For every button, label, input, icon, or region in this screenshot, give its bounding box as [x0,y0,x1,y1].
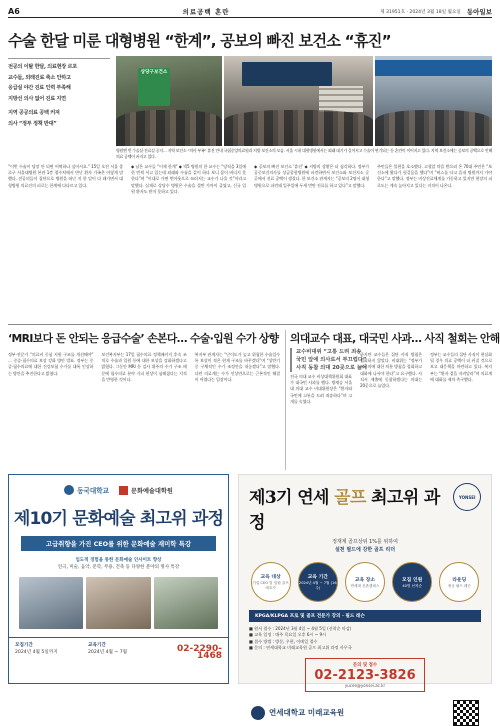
feature-circle: 라운딩 정규 필드 레슨 [439,562,479,602]
article-paragraph: 정부·전문가 “의료비 중심 지원 구조를 개선해야” … 중증·필수의료 보상 강화 방안 발표. 정부는 중증·필수의료에 대한 건강보험 수가를 대폭 인상하는 방안을 추진한다고 밝혔다. [8,352,94,376]
article-paragraph: 보건복지부는 17일 필수의료 정책패키지 후속 조치로 수술과 입원 등에 대한 보상을 강화하겠다고 밝혔다. 그동안 MRI 등 검사 위주의 수가 구조 때문에 필수의료 분야 기피 현상이 심해졌다는 지적을 반영한 것이다. [101,352,187,382]
lead-line: 지방선 의사 없어 진료 지연 [8,95,66,102]
photo-caption: 병원엔 빈 수술실·진료실 공지… 지역 보건소 “의사 부족” 휴진 안내 국립중앙의료원과 지방 보건소의 모습. 서울 시내 대형병원에서는 외래 대기가 길어지고 수술이 연기되는 등 혼란이 이어지고 있다. 지역 보건소에는 공보의 공백으로 인해 의료 공백이 커지고 있다. [116,148,493,159]
feature-circle: 교육 기간 2024년 4월 ~ 7월 (16주) [298,562,338,602]
university-name: 동국대학교 [64,485,109,495]
article-paragraph: 하지만 교수들은 집단 사직 방침은 철회하지 않았다. 비대위는 “정부가 전공의에 대한 처분 방침을 철회하고 대화에 나서야 한다”고 요구했다. 사직서 제출에 동참하겠다는 의대는 20곳으로 늘었다. [360,352,422,389]
advertisement-yonsei-golf[interactable] [238,474,492,718]
qr-code-icon[interactable] [453,700,479,726]
article-paragraph: 정부는 교수들의 집단 사직이 현실화될 경우 의료 공백이 더 커질 것으로 보고 대응책을 마련하고 있다. 복지부는 “환자 곁을 지켜달라”며 의료계에 대화를 재차 촉구했다. [430,352,492,382]
second-headline: ‘MRI보다 돈 안되는 응급수술’ 손본다… 수술·입원 수가 상향 [8,332,279,345]
section-divider [8,324,492,325]
feature-circle: 교육 장소 연세대 신촌캠퍼스 [345,562,385,602]
article-paragraph: 전국 의대 교수 비상대책위원회 대표가 대국민 사과를 했다. 방재승 서울대 의대 교수 비대위원장은 “환자와 국민께 고통을 드려 죄송하다”며 고개를 숙였다. [290,374,352,404]
ad-title: 제3기 연세 골프 최고위 과정 [249,488,440,533]
contact-email[interactable]: yucee@yonsei.ac.kr [344,682,386,688]
university-emblem-icon [64,485,74,495]
info-board [242,62,332,86]
subhead-line: 사직 동참 의대 20곳으로 늘어 [296,365,368,371]
yonsei-shield-icon [251,706,265,720]
contact-label: 문의 및 접수 [352,662,378,668]
photo-health-center [116,56,222,146]
graduate-school-name: 문화예술대학원 [119,486,173,495]
lead-line: 응급실 야간 진료 인력 부족해 [8,85,71,91]
photo-hospital-lobby [224,56,374,146]
ad-photos [9,571,228,629]
lead-line: 교수들, 외래진료 축소 안하고 [8,74,71,81]
second-article-body [8,352,280,472]
info-value: 2024년 4월 5일까지 [15,650,58,655]
masthead [8,6,492,18]
advertisement-dongguk[interactable] [8,474,229,684]
subhead-line: 국민 앞에 의사로서 부끄럽다” [296,357,367,363]
sign-text: 상당구보건소 [140,70,168,75]
lead-line: 지역 공공의료 공백 커져 [8,110,60,116]
ad-desc-line: 연극, 미술, 음악, 문학, 무용, 건축 등 다양한 분야의 명사 특강 [57,565,180,570]
third-headline: 의대교수 대표, 대국민 사과… 사직 철회는 안해 [290,332,500,345]
section-title: 의료공백 혼란 [182,8,230,16]
subhead-line: 교수비대위 “고통 드려 죄송 [296,349,362,355]
ad-info-bar: KPGA/KLPGA 프로 및 골프 전문가 강의 · 필드 레슨 [249,610,481,622]
ad-desc-line: 입도적 경험을 통한 문화예술 인사이트 향상 [75,558,162,563]
photo-clinic-exterior [375,56,492,146]
ad-subtitle: 정재계 골프상위 1%를 위하여 설천 필드에 강한 골프 리더 [332,539,398,553]
contact-box[interactable] [305,658,425,692]
ad-title: 제10기 문화예술 최고위 과정 [13,509,224,529]
lead-line: 의사 “정부 정책 반대” [8,120,57,127]
column-rule [285,330,286,470]
clinic-banner [375,60,492,76]
school-logo-icon [119,486,128,495]
yonsei-emblem-icon: YONSEI [453,483,481,511]
main-article-body [8,164,492,324]
article-paragraph: ◆ 공보의 빠진 보건소 ‘휴진’ ◆ 지방의 상황은 더 심각하다. 정부가 공중보건의사를 상급종합병원에 파견하면서 보건소와 보건지소 곳곳에서 진료 공백이 생겼다. 한 보건소 관계자는 “공보의 2명이 대형병원으로 파견돼 일주일에 두세 번만 진료를 하고 있다”고 말했다. [254,164,369,188]
news-photos [116,56,492,146]
lead-subheads [8,58,110,129]
main-headline: 수술 한달 미룬 대형병원 “한계”, 공보의 빠진 보건소 “휴진” [8,32,391,50]
issue-date: 제 31951호 · 2024년 3월 18일 월요일 [380,9,461,15]
feature-circle: 교육 대상 기업 CEO 및 임원 골프 애호가 [251,562,291,602]
feature-circle: 모집 인원 40명 선착순 [392,562,432,602]
lead-line: 전공의 이탈 한달, 의료현장 르포 [8,64,77,70]
ad-feature-circles [239,554,491,602]
institution-logo: 연세대학교 미래교육원 [251,706,344,720]
page-number: A6 [8,7,20,16]
ad-detail-list: ■ 원서 접수 : 2024년 3월 4일 ~ 4월 5일 (선착순 마감) ■ 교육 일정 : 매주 목요일 오후 6시 ~ 9시 ■ 접수 방법 : 방문, 우편, 이메일 접수 ■ 문의 : 연세대학교 미래교육원 골프 최고위 과정 사무국 [249,626,352,651]
article-paragraph: ◆ 남은 교수들 “이제 한계” ◆ 빅5 병원의 한 교수는 “당직을 3일에 한 번씩 서고 있는데 외래와 수술을 같이 하다 보니 몸이 버티지 못한다”며 “이대로 가면 번아웃으로 쓰러지는 교수가 나올 것”이라고 말했다. 실제로 상당수 병원은 수술을 절반 가까이 줄였고, 신규 입원 환자도 받지 못하고 있다. [131,164,246,194]
ad-phone[interactable]: 02-2290-1468 [176,644,222,661]
newspaper-logo: 동아일보 [466,8,492,16]
article-paragraph: 주민들은 불편을 호소했다. 고혈압 약을 받으러 온 70대 주민은 “보건소에 왔다가 헛걸음을 했다”며 “버스를 타고 읍내 병원까지 가야 한다”고 말했다. 정부는 비상진료체계를 가동하고 있지만 현장의 피로도는 계속 높아지고 있다는 지적이 나온다. [377,164,492,188]
info-value: 2024년 4월 ~ 7월 [88,650,128,655]
info-label: 모집기간 [15,643,33,648]
info-label: 교육기간 [88,643,106,648]
article-paragraph: “이번 수술이 당장 안 되면 어떡하나 싶어서요.” 15일 오전 서울 종로구 서울대병원 본관 1층 접수처에서 만난 환자 가족은 이렇게 말했다. 전공의들이 집단으로 병원을 떠난 지 한 달이 다 돼가면서 대형병원 의료진의 피로는 한계에 다다르고 있다. [8,164,123,188]
ad-tagline: 고급취향을 가진 CEO를 위한 문화예술 재미학 특강 [21,536,216,551]
ad-info-row [9,637,228,664]
contact-phone[interactable]: 02-2123-3826 [314,667,416,683]
article-paragraph: 복지부 관계자는 “난이도가 높고 위험한 수술일수록 보상이 적은 현재 구조를 바꾸겠다”며 “상반기 중 구체적인 수가 조정안을 내놓겠다”고 말했다. 다만 의료계는 수가 인상만으로는 근본적인 해결이 어렵다는 입장이다. [194,352,280,382]
ad-description [9,557,228,571]
third-article-body [290,352,492,472]
